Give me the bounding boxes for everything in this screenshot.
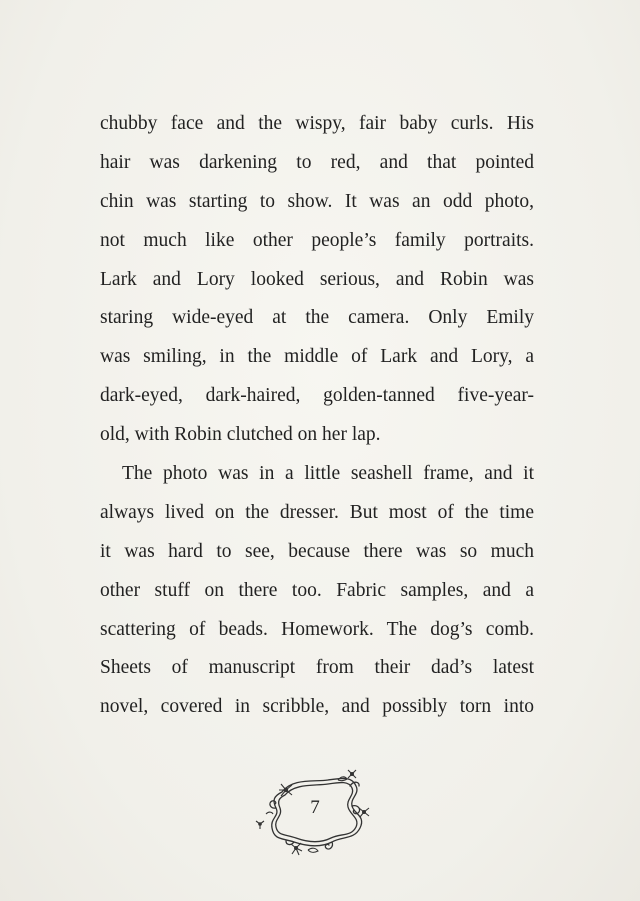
text-line: it was hard to see, because there was so much: [100, 540, 534, 562]
text-line: dark-eyed, dark-haired, golden-tanned five-year-: [100, 385, 534, 407]
text-line: chubby face and the wispy, fair baby curls. His: [100, 113, 534, 134]
text-line: chin was starting to show. It was an odd photo,: [100, 190, 534, 212]
text-line: scattering of beads. Homework. The dog’s comb.: [100, 618, 534, 640]
text-line: always lived on the dresser. But most of the time: [100, 501, 534, 523]
text-line: Lark and Lory looked serious, and Robin was: [100, 268, 534, 290]
text-line: hair was darkening to red, and that pointed: [100, 151, 534, 173]
page-number: 7: [310, 797, 320, 818]
text-line: novel, covered in scribble, and possibly torn into: [100, 696, 534, 718]
text-line: not much like other people’s family portraits.: [100, 229, 534, 251]
body-text: [100, 105, 534, 727]
text-line: Sheets of manuscript from their dad’s latest: [100, 657, 534, 679]
text-line: other stuff on there too. Fabric samples, and a: [100, 579, 534, 601]
text-line: was smiling, in the middle of Lark and Lory, a: [100, 346, 534, 368]
text-line: staring wide-eyed at the camera. Only Emily: [100, 307, 534, 329]
text-line: old, with Robin clutched on her lap.: [100, 424, 381, 446]
text-line: The photo was in a little seashell frame, and it: [122, 463, 534, 485]
